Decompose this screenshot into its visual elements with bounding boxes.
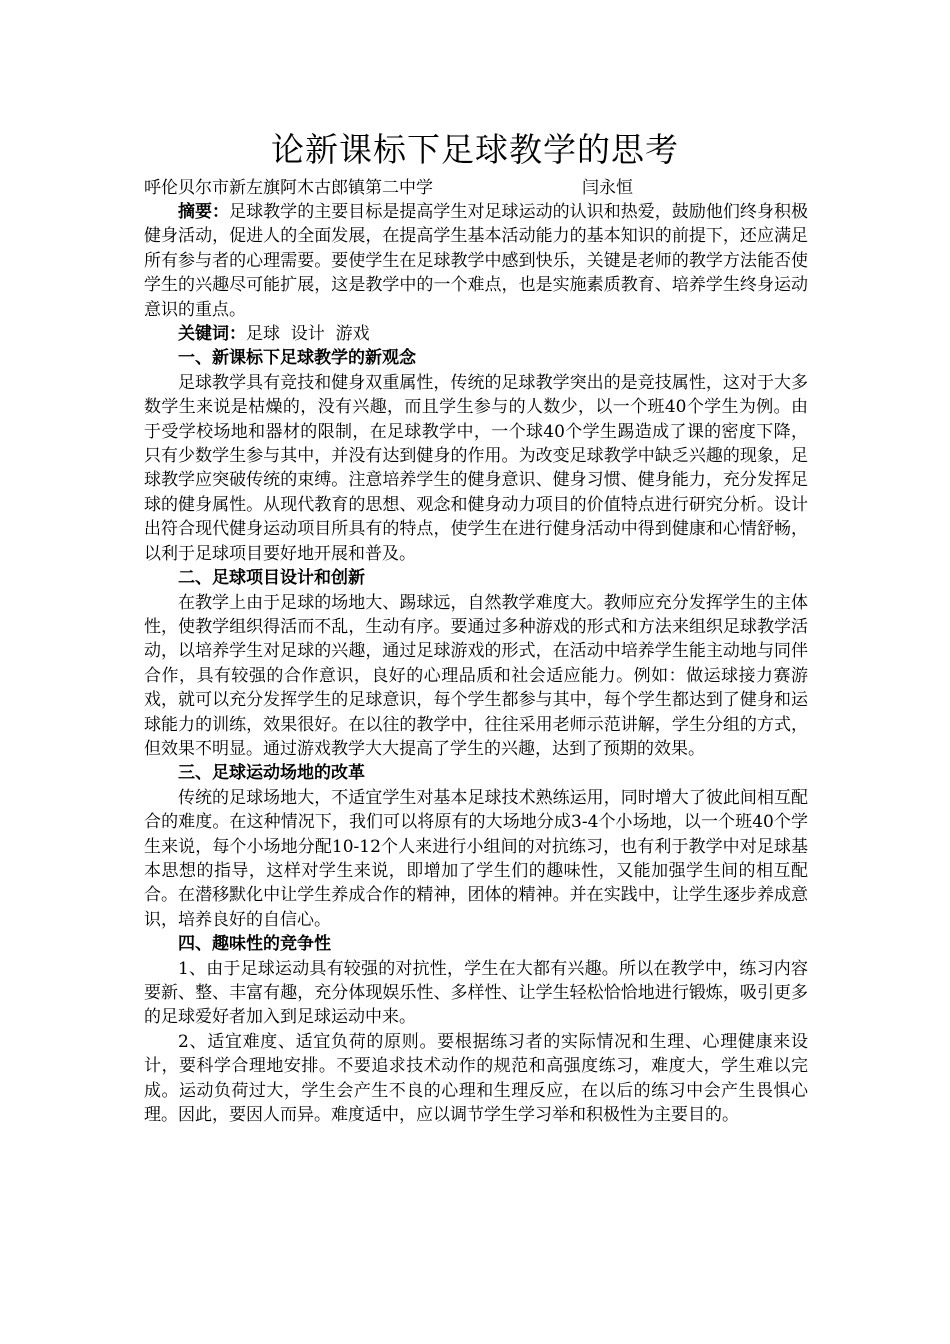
author-affiliation: 呼伦贝尔市新左旗阿木古郎镇第二中学 bbox=[144, 178, 433, 198]
keywords-text: 足球 设计 游戏 bbox=[246, 324, 370, 345]
document-body bbox=[144, 176, 808, 1127]
page-title: 论新课标下足球教学的思考 bbox=[271, 130, 679, 169]
author-name: 闫永恒 bbox=[582, 178, 633, 198]
section-1-paragraph-1: 足球教学具有竞技和健身双重属性，传统的足球教学突出的是竞技属性，这对于大多数学生来说是枯燥的，没有兴趣，而且学生参与的人数少，以一个班40个学生为例。由于受学校场地和器材的限制，在足球教学中，一个球40个学生踢造成了课的密度下降，只有少数学生参与其中，并没有达到健身的作用。为改变足球教学中缺乏兴趣的现象，足球教学应突破传统的束缚。注意培养学生的健身意识、健身习惯、健身能力，充分发挥足球的健身属性。从现代教育的思想、观念和健身动力项目的价值特点进行研究分析。设计出符合现代健身运动项目所具有的特点，使学生在进行健身活动中得到健康和心情舒畅，以利于足球项目要好地开展和普及。 bbox=[144, 372, 808, 564]
abstract-paragraph bbox=[144, 200, 808, 322]
section-4-paragraph-1: 1、由于足球运动具有较强的对抗性，学生在大都有兴趣。所以在教学中，练习内容要新、整、丰富有趣，充分体现娱乐性、多样性、让学生轻松恰恰地进行锻炼，吸引更多的足球爱好者加入到足球运动中来。 bbox=[144, 958, 808, 1028]
section-4-paragraph-2: 2、适宜难度、适宜负荷的原则。要根据练习者的实际情况和生理、心理健康来设计，要科学合理地安排。不要追求技术动作的规范和高强度练习，难度大，学生难以完成。运动负荷过大，学生会产生不良的心理和生理反应，在以后的练习中会产生畏惧心理。因此，要因人而异。难度适中，应以调节学生学习举和积极性为主要目的。 bbox=[144, 1031, 808, 1126]
section-heading-3: 三、足球运动场地的改革 bbox=[178, 763, 365, 784]
section-3-paragraph-1: 传统的足球场地大，不适宜学生对基本足球技术熟练运用，同时增大了彼此间相互配合的难度。在这种情况下，我们可以将原有的大场地分成3-4个小场地，以一个班40个学生来说，每个小场地分配10-12个人来进行小组间的对抗练习，也有利于教学中对足球基本思想的指导，这样对学生来说，即增加了学生们的趣味性，又能加强学生间的相互配合。在潜移默化中让学生养成合作的精神，团体的精神。并在实践中，让学生逐步养成意识，培养良好的自信心。 bbox=[144, 787, 808, 930]
keywords-label: 关键词： bbox=[178, 324, 246, 345]
keywords-paragraph bbox=[144, 322, 808, 346]
section-heading-2: 二、足球项目设计和创新 bbox=[178, 568, 365, 589]
abstract-label: 摘要： bbox=[178, 202, 230, 222]
section-heading-4: 四、趣味性的竞争性 bbox=[178, 934, 331, 955]
abstract-text: 足球教学的主要目标是提高学生对足球运动的认识和热爱，鼓励他们终身积极健身活动，促进人的全面发展，在提高学生基本活动能力的基本知识的前提下，还应满足所有参与者的心理需要。要使学生在足球教学中感到快乐，关键是老师的教学方法能否使学生的兴趣尽可能扩展，这是教学中的一个难点，也是实施素质教育、培养学生终身运动意识的重点。 bbox=[144, 202, 809, 320]
section-2-paragraph-1: 在教学上由于足球的场地大、踢球远，自然教学难度大。教师应充分发挥学生的主体性，使教学组织得活而不乱，生动有序。要通过多种游戏的形式和方法来组织足球教学活动，以培养学生对足球的兴趣，通过足球游戏的形式，在活动中培养学生能主动地与同伴合作，具有较强的合作意识，良好的心理品质和社会适应能力。例如：做运球接力赛游戏，就可以充分发挥学生的足球意识，每个学生都参与其中，每个学生都达到了健身和运球能力的训练，效果很好。在以往的教学中，往往采用老师示范讲解，学生分组的方式，但效果不明显。通过游戏教学大大提高了学生的兴趣，达到了预期的效果。 bbox=[144, 592, 808, 759]
author-line bbox=[144, 176, 808, 200]
section-heading-1: 一、新课标下足球教学的新观念 bbox=[178, 348, 416, 369]
